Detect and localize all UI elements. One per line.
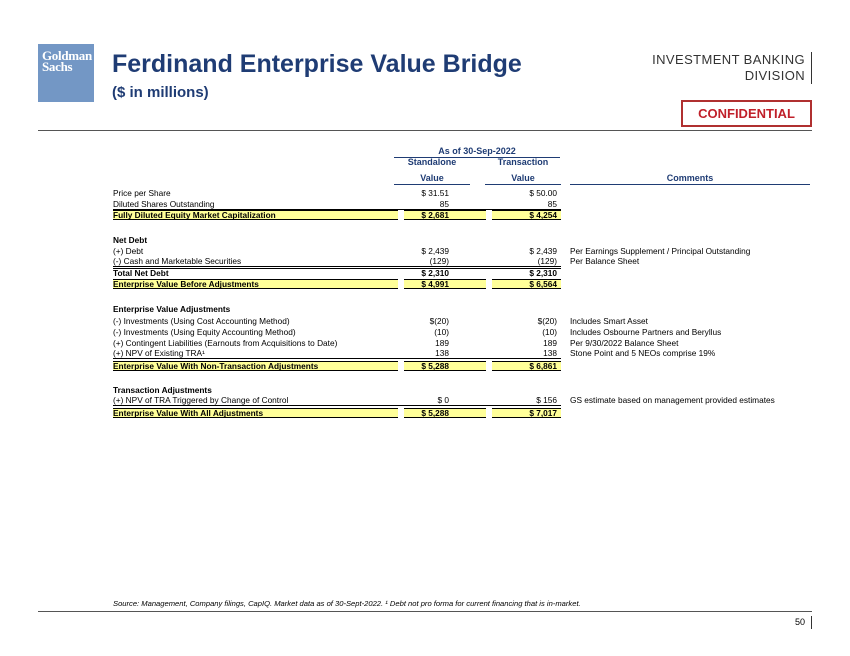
row-label: Enterprise Value With Non-Transaction Adjustments [113, 361, 319, 371]
transaction-value: $ 156 [536, 395, 557, 405]
standalone-value: $ 2,310 [421, 268, 449, 278]
standalone-value: 85 [439, 199, 449, 209]
section-label: Net Debt [113, 235, 148, 245]
confidential-badge: CONFIDENTIAL [681, 100, 812, 127]
division-label [652, 52, 812, 84]
source-footnote: Source: Management, Company filings, CapIQ. Market data as of 30-Sept-2022. ¹ Debt not pro forma for current financing that is in-market. [113, 599, 581, 608]
logo-line-1: Goldman [42, 48, 92, 63]
table-row [113, 338, 679, 348]
standalone-value: $ 31.51 [421, 188, 449, 198]
transaction-value: 189 [543, 338, 557, 348]
comments-header-underline [570, 184, 810, 185]
standalone-value: 138 [435, 348, 449, 358]
table-row [113, 200, 561, 210]
table-row [113, 327, 722, 337]
standalone-value: $ 2,681 [421, 210, 449, 220]
table-row [113, 188, 561, 198]
standalone-header-line-1: Standalone [407, 157, 457, 167]
row-label: (+) Debt [113, 246, 144, 256]
row-comment: Includes Osbourne Partners and Beryllus [570, 327, 722, 337]
table-row [113, 316, 648, 326]
cell-gap [398, 361, 404, 372]
standalone-value: $ 0 [437, 395, 449, 405]
section-heading [113, 304, 561, 314]
section-label: Transaction Adjustments [113, 385, 212, 395]
standalone-value: $(20) [429, 316, 449, 326]
table-row [113, 348, 716, 359]
section-heading [113, 385, 561, 395]
table-row [113, 256, 640, 267]
row-label: (+) NPV of Existing TRA¹ [113, 348, 205, 358]
page-number: 50 [795, 616, 812, 629]
row-label: Total Net Debt [113, 268, 169, 278]
row-label: (+) Contingent Liabilities (Earnouts from Acquisitions to Date) [113, 338, 338, 348]
footer-divider [38, 611, 812, 612]
transaction-value: $ 2,310 [529, 268, 557, 278]
row-comment: Stone Point and 5 NEOs comprise 19% [570, 348, 716, 358]
division-line-2: DIVISION [744, 68, 805, 83]
table-row-highlight [113, 210, 561, 220]
transaction-value: $ 50.00 [529, 188, 557, 198]
section-heading [113, 235, 561, 245]
cell-gap [398, 279, 404, 290]
row-label: (-) Investments (Using Equity Accounting Method) [113, 327, 296, 337]
row-comment: Per Earnings Supplement / Principal Outstanding [570, 246, 751, 256]
table-row-total [113, 268, 561, 278]
row-comment: Per 9/30/2022 Balance Sheet [570, 338, 679, 348]
table-row [113, 246, 751, 256]
standalone-value: $ 2,439 [421, 246, 449, 256]
standalone-value: $ 4,991 [421, 279, 449, 289]
cell-gap [486, 279, 492, 290]
transaction-header-underline [485, 184, 561, 185]
standalone-header-line-2: Value [420, 173, 444, 183]
standalone-value: (10) [434, 327, 449, 337]
transaction-value: (10) [542, 327, 557, 337]
transaction-header-line-1: Transaction [497, 157, 549, 167]
transaction-value: $ 7,017 [529, 408, 557, 418]
transaction-value: $(20) [537, 316, 557, 326]
page-title: Ferdinand Enterprise Value Bridge [112, 50, 522, 78]
page-subtitle: ($ in millions) [112, 84, 209, 101]
transaction-value: $ 2,439 [529, 246, 557, 256]
cell-gap [486, 408, 492, 419]
goldman-sachs-logo [38, 44, 94, 102]
table-row-highlight [113, 408, 561, 418]
section-label: Enterprise Value Adjustments [113, 304, 231, 314]
row-label: Fully Diluted Equity Market Capitalization [113, 210, 276, 220]
transaction-value: 138 [543, 348, 557, 358]
standalone-value: (129) [429, 256, 449, 266]
transaction-value: $ 6,861 [529, 361, 557, 371]
row-label: Price per Share [113, 188, 171, 198]
transaction-value: (129) [537, 256, 557, 266]
cell-gap [486, 210, 492, 221]
row-comment: Per Balance Sheet [570, 256, 640, 266]
transaction-value: $ 4,254 [529, 210, 557, 220]
logo-line-2: Sachs [42, 59, 73, 74]
cell-gap [398, 210, 404, 221]
cell-gap [486, 361, 492, 372]
row-label: (-) Investments (Using Cost Accounting Method) [113, 316, 290, 326]
header-divider [38, 130, 812, 131]
row-label: Enterprise Value With All Adjustments [113, 408, 264, 418]
row-label: (+) NPV of TRA Triggered by Change of Control [113, 395, 289, 405]
comments-header: Comments [666, 173, 714, 183]
standalone-value: $ 5,288 [421, 408, 449, 418]
transaction-value: 85 [547, 199, 557, 209]
as-of-header: As of 30-Sep-2022 [394, 146, 560, 158]
standalone-value: 189 [435, 338, 449, 348]
row-label: (-) Cash and Marketable Securities [113, 256, 242, 266]
table-row-highlight [113, 279, 561, 289]
transaction-value: $ 6,564 [529, 279, 557, 289]
standalone-header-underline [394, 184, 470, 185]
row-comment: GS estimate based on management provided estimates [570, 395, 775, 405]
division-line-1: INVESTMENT BANKING [652, 52, 805, 67]
row-label: Diluted Shares Outstanding [113, 199, 215, 209]
row-label: Enterprise Value Before Adjustments [113, 279, 259, 289]
transaction-header-line-2: Value [511, 173, 535, 183]
table-row-highlight [113, 361, 561, 371]
table-row [113, 395, 775, 406]
cell-gap [398, 408, 404, 419]
row-comment: Includes Smart Asset [570, 316, 648, 326]
standalone-value: $ 5,288 [421, 361, 449, 371]
